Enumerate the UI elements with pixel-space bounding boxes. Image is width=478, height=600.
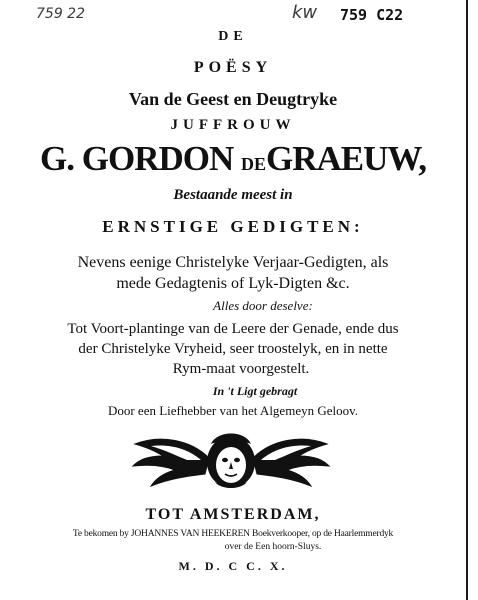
imprint-publisher-line-2: over de Een hoorn-Sluys.: [224, 542, 322, 552]
text-nevens-line-2: mede Gedagtenis of Lyk-Digten &c.: [116, 275, 350, 292]
handwritten-number: 759 22: [36, 6, 85, 22]
author-name: [0, 141, 466, 176]
imprint-year: M. D. C C. X.: [178, 559, 288, 573]
text-nevens-line-1: Nevens eenige Christelyke Verjaar-Gedigten, als: [77, 254, 389, 271]
author-name-de: DE: [241, 154, 267, 174]
winged-cherub-head-ornament-icon: [131, 418, 331, 500]
author-name-end: GRAEUW,: [266, 139, 426, 178]
text-door-een-liefhebber: Door een Liefhebber van het Algemeyn Geloov.: [107, 403, 359, 418]
title-poesy: POËSY: [193, 59, 273, 76]
author-name-main: G. GORDON: [40, 139, 234, 178]
subtitle-ernstige-gedigten: ERNSTIGE GEDIGTEN:: [102, 217, 364, 236]
subtitle-bestaande: Bestaande meest in: [173, 187, 293, 203]
text-tot-line-2: der Christelyke Vryheid, seer troostelyk, en in nette: [78, 341, 388, 357]
handwritten-mark: kw: [292, 2, 318, 23]
imprint-city: TOT AMSTERDAM,: [145, 506, 321, 523]
title-juffrouw: JUFFROUW: [170, 117, 296, 133]
text-in-t-ligt-gebragt: In 't Ligt gebragt: [212, 384, 298, 398]
imprint-publisher-line-1: Te bekomen by JOHANNES VAN HEEKEREN Boekverkooper, op de Haarlemmerdyk: [72, 529, 394, 539]
title-de: DE: [218, 29, 248, 44]
text-tot-line-3: Rym-maat voorgestelt.: [172, 361, 310, 377]
text-tot-line-1: Tot Voort-plantinge van de Leere der Genade, ende dus: [67, 321, 399, 337]
library-shelfmark: 759 C22: [340, 6, 404, 24]
title-van-de-geest: Van de Geest en Deugtryke: [128, 89, 338, 109]
text-alles-door-deselve: Alles door deselve:: [213, 298, 313, 313]
